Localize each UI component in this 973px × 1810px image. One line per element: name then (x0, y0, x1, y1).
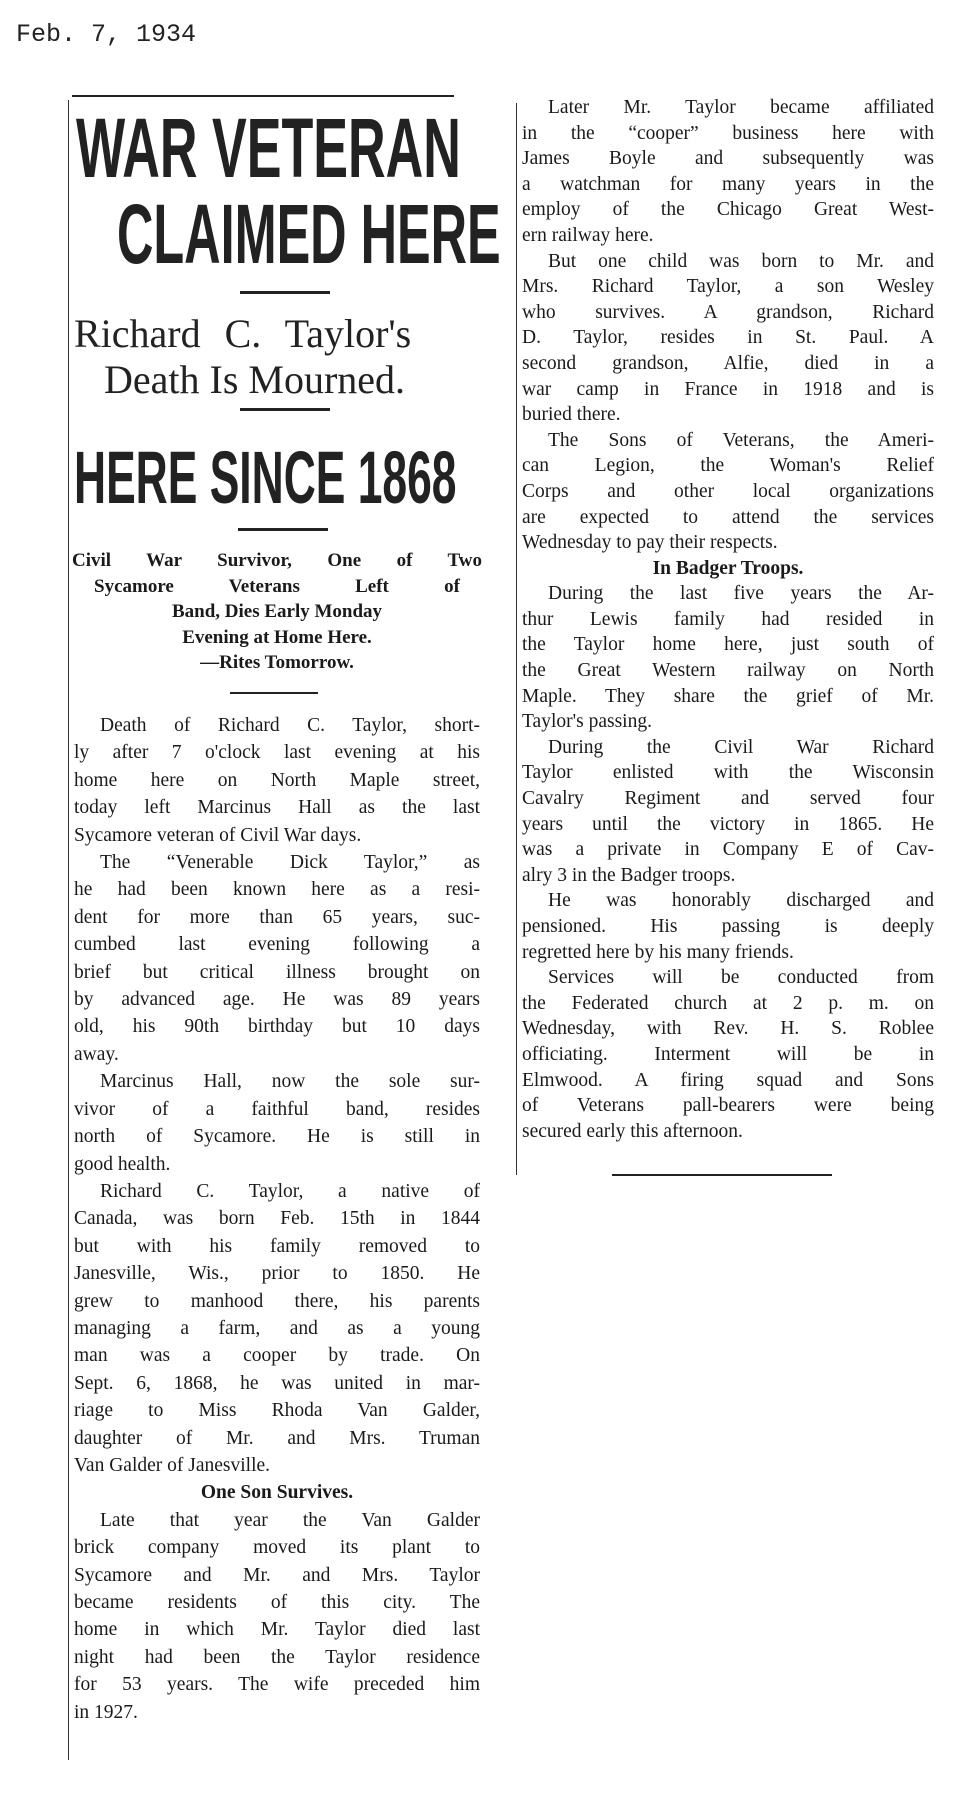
text-line: man was a cooper by trade. On (74, 1345, 480, 1367)
text-line: brick company moved its plant to (74, 1537, 480, 1559)
headline-line-1: WAR VETERAN (76, 101, 461, 195)
text-line: good health. (74, 1153, 171, 1175)
right-article-column (522, 95, 934, 1144)
left-column-border (68, 100, 69, 1760)
text-line: vivor of a faithful band, resides (74, 1098, 480, 1120)
text-line: who survives. A grandson, Richard (522, 301, 934, 323)
section-subhead: One Son Survives. (200, 1482, 354, 1504)
text-line: night had been the Taylor residence (74, 1646, 480, 1668)
subtitle-line-1: Richard C. Taylor's (74, 311, 412, 356)
article-paragraph (522, 965, 934, 1144)
text-line: but with his family removed to (74, 1235, 480, 1257)
text-line: ly after 7 o'clock last evening at his (74, 742, 480, 764)
text-line: the Federated church at 2 p. m. on (522, 992, 934, 1014)
article-paragraph (74, 1178, 480, 1479)
text-line: daughter of Mr. and Mrs. Truman (74, 1427, 480, 1449)
section-subhead: In Badger Troops. (652, 557, 804, 579)
text-line: can Legion, the Woman's Relief (522, 455, 934, 477)
text-line: years until the victory in 1865. He (522, 813, 934, 835)
text-line: away. (74, 1043, 119, 1065)
text-line: Sycamore veteran of Civil War days. (74, 824, 362, 846)
text-line: dent for more than 65 years, suc- (74, 906, 480, 928)
text-line: Janesville, Wis., prior to 1850. He (74, 1263, 480, 1285)
text-line: Maple. They share the grief of Mr. (522, 685, 934, 707)
article-paragraph (522, 735, 934, 889)
text-line: riage to Miss Rhoda Van Galder, (74, 1400, 480, 1422)
article-paragraph (74, 712, 480, 849)
deck-line: —Rites Tomorrow. (200, 652, 354, 673)
text-line: ern railway here. (522, 224, 654, 246)
text-line: cumbed last evening following a (74, 934, 480, 956)
text-line: of Veterans pall-bearers were being (522, 1095, 934, 1117)
text-line: Elmwood. A firing squad and Sons (522, 1069, 934, 1091)
text-line: war camp in France in 1918 and is (522, 378, 934, 400)
text-line: he had been known here as a resi- (74, 879, 480, 901)
text-line: Cavalry Regiment and served four (522, 788, 934, 810)
left-article-column (74, 712, 480, 1726)
deck-line: Sycamore Veterans Left of (94, 575, 460, 597)
text-line: The Sons of Veterans, the Ameri- (548, 429, 934, 451)
text-line: Death of Richard C. Taylor, short- (100, 715, 480, 736)
text-line: the Taylor home here, just south of (522, 634, 934, 656)
headline-line-2: CLAIMED HERE (117, 187, 501, 281)
text-line: home here on North Maple street, (74, 769, 480, 791)
deck-line: Civil War Survivor, One of Two (72, 550, 482, 571)
right-column-border (516, 103, 517, 1175)
text-line: by advanced age. He was 89 years (74, 989, 480, 1011)
article-paragraph (74, 1507, 480, 1726)
text-line: employ of the Chicago Great West- (522, 199, 934, 221)
text-line: The “Venerable Dick Taylor,” as (100, 852, 480, 874)
text-line: Sept. 6, 1868, he was united in mar- (74, 1372, 480, 1394)
subtitle-line-2: Death Is Mourned. (104, 357, 406, 402)
article-paragraph (522, 428, 934, 556)
text-line: During the last five years the Ar- (548, 583, 934, 605)
text-line: a watchman for many years in the (522, 173, 934, 195)
text-line: thur Lewis family had resided in (522, 608, 934, 630)
text-line: became residents of this city. The (74, 1592, 480, 1613)
headline-rule-2 (240, 408, 330, 411)
article-paragraph (522, 95, 934, 249)
deck-line: Band, Dies Early Monday (171, 601, 383, 622)
article-paragraph (522, 581, 934, 735)
text-line: the Great Western railway on North (522, 660, 934, 682)
text-line: north of Sycamore. He is still in (74, 1126, 480, 1148)
text-line: Services will be conducted from (548, 967, 934, 989)
text-line: alry 3 in the Badger troops. (522, 864, 736, 886)
text-line: are expected to attend the services (522, 506, 934, 528)
text-line: brief but critical illness brought on (74, 961, 480, 983)
text-line: managing a farm, and as a young (74, 1317, 480, 1339)
article-paragraph (522, 888, 934, 965)
text-line: was a private in Company E of Cav- (522, 839, 934, 861)
deck-line: Evening at Home Here. (182, 626, 372, 648)
text-line: in 1927. (74, 1701, 138, 1723)
text-line: Richard C. Taylor, a native of (100, 1180, 480, 1202)
text-line: Canada, was born Feb. 15th in 1844 (74, 1208, 480, 1230)
text-line: But one child was born to Mr. and (548, 250, 934, 272)
text-line: in the “cooper” business here with (522, 122, 934, 144)
text-line: Taylor enlisted with the Wisconsin (522, 762, 934, 784)
text-line: James Boyle and subsequently was (522, 148, 934, 170)
top-rule (72, 95, 454, 97)
text-line: Van Galder of Janesville. (74, 1454, 271, 1476)
text-line: During the Civil War Richard (548, 736, 934, 758)
text-line: Taylor's passing. (522, 711, 652, 733)
text-line: Mrs. Richard Taylor, a son Wesley (522, 276, 934, 298)
text-line: Corps and other local organizations (522, 480, 934, 502)
article-paragraph (74, 1068, 480, 1178)
text-line: D. Taylor, resides in St. Paul. A (522, 327, 934, 349)
text-line: regretted here by his many friends. (522, 941, 794, 963)
text-line: Wednesday, with Rev. H. S. Roblee (522, 1018, 934, 1040)
text-line: He was honorably discharged and (548, 890, 934, 912)
text-line: home in which Mr. Taylor died last (74, 1619, 480, 1641)
headline-deck (72, 548, 482, 676)
end-rule (612, 1174, 832, 1176)
text-line: Marcinus Hall, now the sole sur- (100, 1071, 480, 1093)
deck-rule (230, 692, 318, 694)
text-line: old, his 90th birthday but 10 days (74, 1016, 480, 1038)
headline-rule-1 (240, 291, 330, 294)
text-line: Sycamore and Mr. and Mrs. Taylor (74, 1564, 480, 1586)
text-line: pensioned. His passing is deeply (522, 916, 934, 937)
text-line: today left Marcinus Hall as the last (74, 797, 480, 819)
article-paragraph (74, 849, 480, 1068)
clipping-date: Feb. 7, 1934 (16, 20, 197, 49)
headline-rule-3 (238, 528, 328, 531)
text-line: officiating. Interment will be in (522, 1043, 934, 1065)
text-line: Later Mr. Taylor became affiliated (548, 97, 934, 118)
text-line: grew to manhood there, his parents (74, 1290, 480, 1312)
article-paragraph (522, 249, 934, 428)
text-line: secured early this afternoon. (522, 1120, 743, 1142)
text-line: Wednesday to pay their respects. (522, 532, 778, 554)
text-line: second grandson, Alfie, died in a (522, 352, 934, 374)
text-line: for 53 years. The wife preceded him (74, 1674, 480, 1696)
headline-line-3: HERE SINCE 1868 (74, 436, 457, 519)
text-line: Late that year the Van Galder (100, 1509, 480, 1531)
text-line: buried there. (522, 404, 621, 426)
